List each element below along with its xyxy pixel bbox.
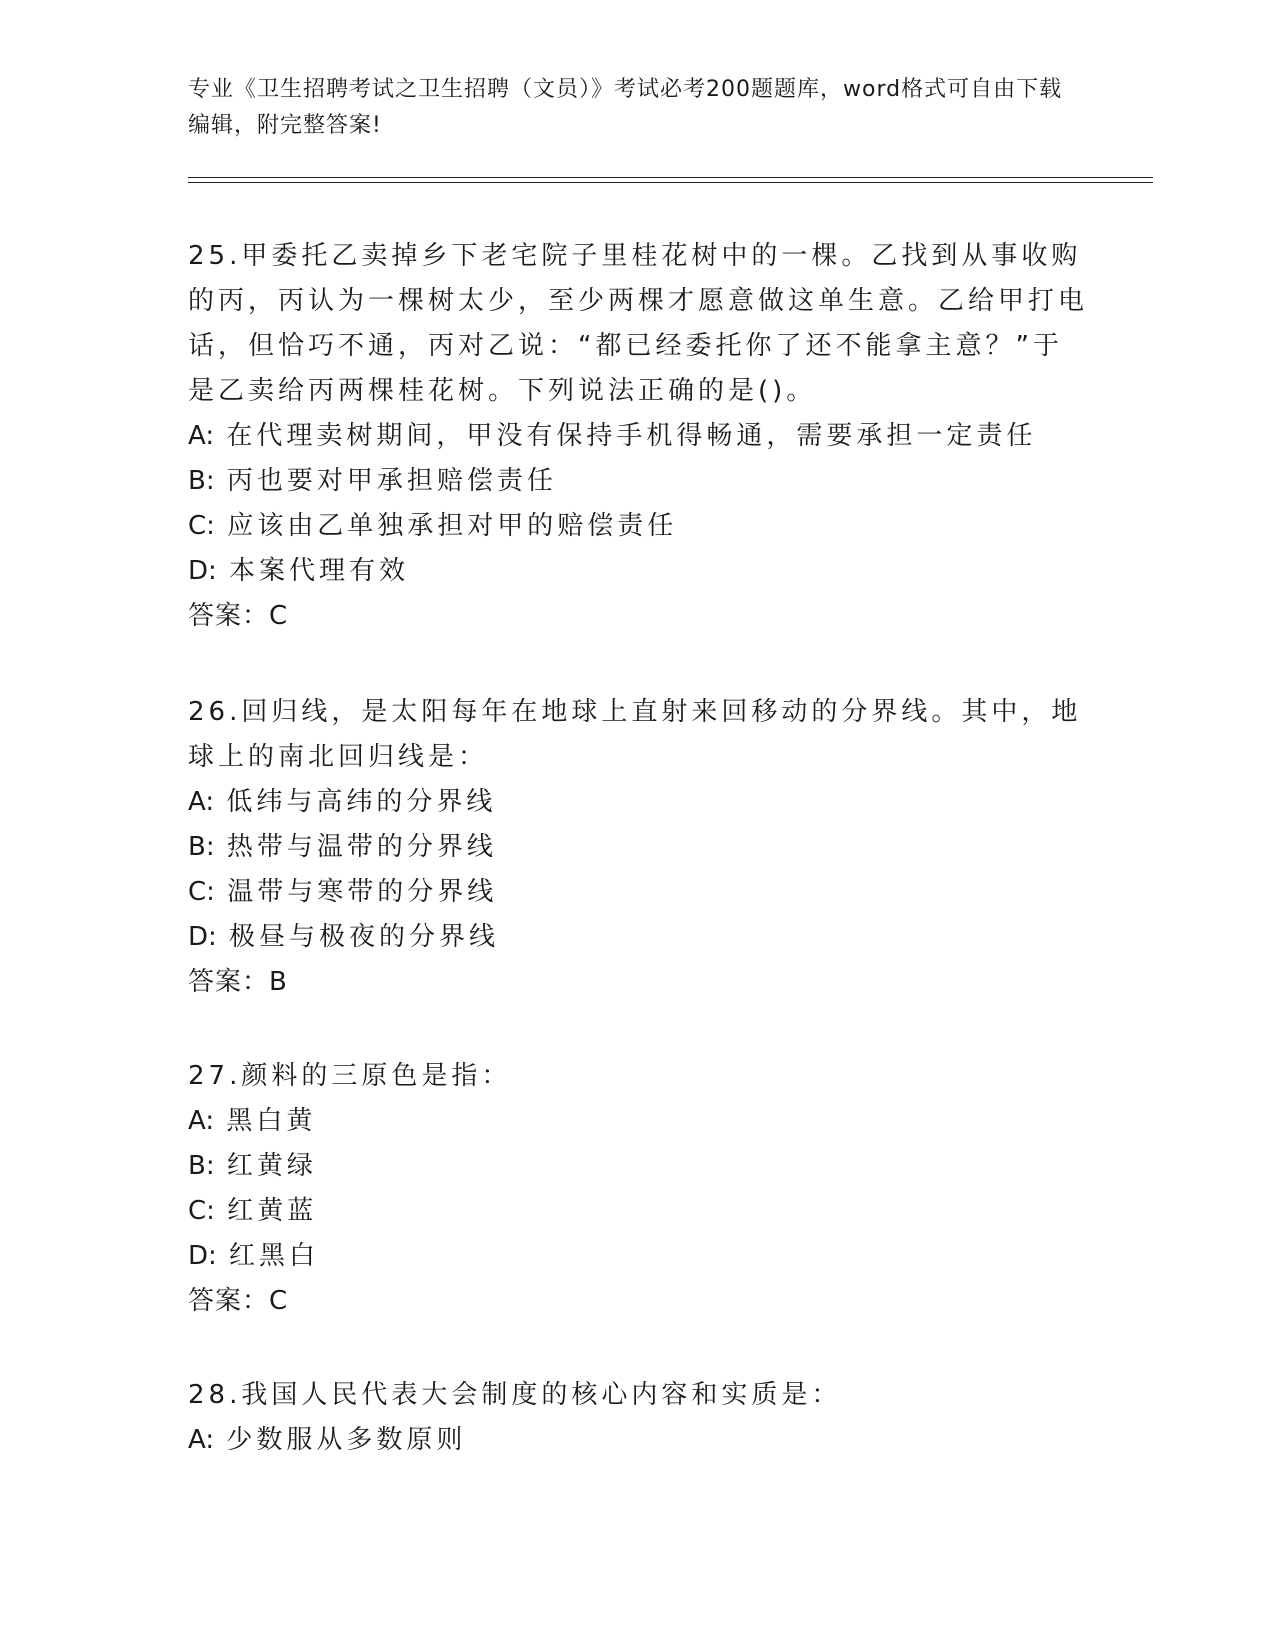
option-text: 热带与温带的分界线 bbox=[226, 832, 497, 862]
answer: 答案：B bbox=[188, 967, 288, 997]
option-text: 黑白黄 bbox=[226, 1106, 317, 1136]
option-letter: C: bbox=[188, 1196, 215, 1226]
option-letter: D: bbox=[188, 556, 217, 586]
option-letter: B: bbox=[188, 832, 215, 862]
option-text: 温带与寒带的分界线 bbox=[227, 877, 498, 907]
option-b bbox=[188, 1144, 1088, 1189]
option-letter: D: bbox=[188, 1241, 217, 1271]
option-b bbox=[188, 825, 1088, 870]
option-text: 本案代理有效 bbox=[229, 556, 410, 586]
option-c bbox=[188, 1189, 1088, 1234]
option-letter: C: bbox=[188, 511, 215, 541]
option-text: 丙也要对甲承担赔偿责任 bbox=[226, 466, 557, 496]
question-25 bbox=[188, 234, 1088, 639]
document-header: 专业《卫生招聘考试之卫生招聘（文员）》考试必考200题题库，word格式可自由下载编辑，附完整答案! bbox=[188, 77, 1063, 138]
option-text: 在代理卖树期间，甲没有保持手机得畅通，需要承担一定责任 bbox=[226, 421, 1037, 451]
option-letter: B: bbox=[188, 466, 215, 496]
option-letter: A: bbox=[188, 1106, 215, 1136]
option-text: 红黄绿 bbox=[226, 1151, 317, 1181]
option-a bbox=[188, 780, 1088, 825]
option-text: 极昼与极夜的分界线 bbox=[229, 922, 500, 952]
answer: 答案：C bbox=[188, 601, 289, 631]
option-letter: B: bbox=[188, 1151, 215, 1181]
option-text: 红黑白 bbox=[229, 1241, 320, 1271]
header-rule-bottom bbox=[188, 182, 1153, 183]
option-text: 应该由乙单独承担对甲的赔偿责任 bbox=[227, 511, 678, 541]
option-letter: A: bbox=[188, 421, 215, 451]
option-c bbox=[188, 870, 1088, 915]
option-a bbox=[188, 1418, 1088, 1463]
answer: 答案：C bbox=[188, 1286, 289, 1316]
question-stem: 27.颜料的三原色是指： bbox=[188, 1061, 512, 1091]
question-stem: 28.我国人民代表大会制度的核心内容和实质是： bbox=[188, 1380, 842, 1410]
question-stem: 25.甲委托乙卖掉乡下老宅院子里桂花树中的一棵。乙找到从事收购的丙，丙认为一棵树太少，至少两棵才愿意做这单生意。乙给甲打电话，但恰巧不通，丙对乙说：“都已经委托你了还不能拿主意？”于是乙卖给丙两棵桂花树。下列说法正确的是()。 bbox=[188, 241, 1089, 406]
option-a bbox=[188, 414, 1088, 459]
option-letter: D: bbox=[188, 922, 217, 952]
option-text: 低纬与高纬的分界线 bbox=[226, 787, 497, 817]
option-a bbox=[188, 1099, 1088, 1144]
option-letter: A: bbox=[188, 1425, 215, 1455]
option-d bbox=[188, 1234, 1088, 1279]
question-26 bbox=[188, 690, 1088, 1005]
option-c bbox=[188, 504, 1088, 549]
option-letter: C: bbox=[188, 877, 215, 907]
option-b bbox=[188, 459, 1088, 504]
question-28 bbox=[188, 1373, 1088, 1463]
option-text: 少数服从多数原则 bbox=[226, 1425, 467, 1455]
header-rule-top bbox=[188, 177, 1153, 178]
option-text: 红黄蓝 bbox=[227, 1196, 318, 1226]
option-letter: A: bbox=[188, 787, 215, 817]
option-d bbox=[188, 549, 1088, 594]
option-d bbox=[188, 915, 1088, 960]
question-27 bbox=[188, 1054, 1088, 1324]
question-stem: 26.回归线，是太阳每年在地球上直射来回移动的分界线。其中，地球上的南北回归线是： bbox=[188, 697, 1082, 772]
